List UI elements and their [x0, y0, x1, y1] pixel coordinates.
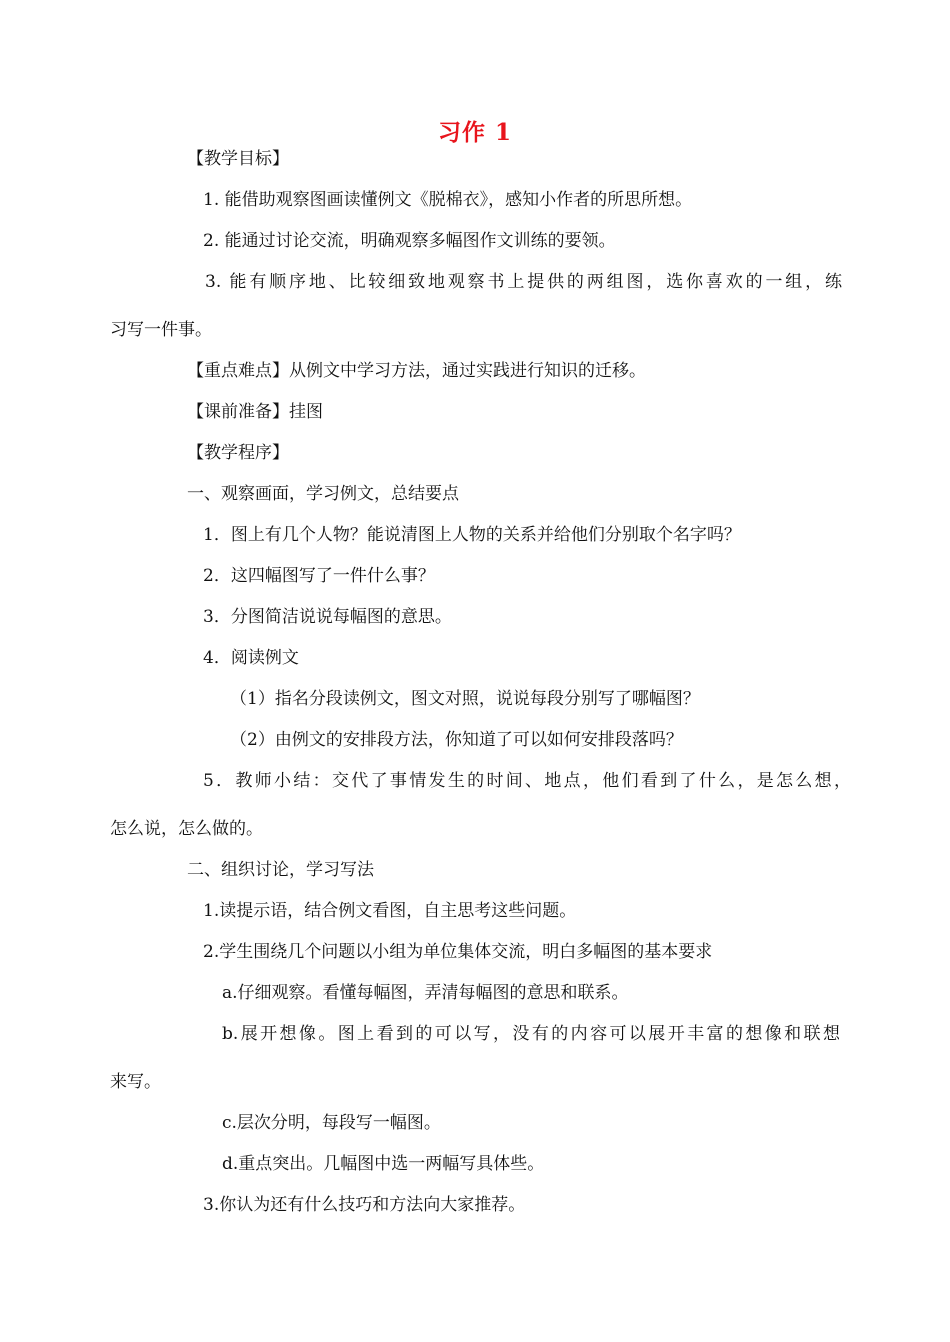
goal-3-line-2: 习写一件事。 — [110, 320, 212, 340]
section-1-item-3: 3．分图简洁说说每幅图的意思。 — [203, 607, 452, 627]
goals-header: 【教学目标】 — [187, 149, 289, 169]
section-2-item-2-a: a.仔细观察。看懂每幅图，弄清每幅图的意思和联系。 — [222, 983, 629, 1003]
section-2-item-2: 2.学生围绕几个问题以小组为单位集体交流，明白多幅图的基本要求 — [203, 942, 713, 962]
goal-1: 1. 能借助观察图画读懂例文《脱棉衣》，感知小作者的所思所想。 — [203, 190, 693, 210]
document-title: 习作 1 — [437, 119, 512, 146]
section-2-item-2-c: c.层次分明，每段写一幅图。 — [222, 1113, 441, 1133]
key-points: 【重点难点】从例文中学习方法，通过实践进行知识的迁移。 — [187, 361, 646, 381]
goal-2: 2. 能通过讨论交流，明确观察多幅图作文训练的要领。 — [203, 231, 616, 251]
section-1-heading: 一、观察画面，学习例文，总结要点 — [187, 484, 459, 504]
section-1-item-2: 2．这四幅图写了一件什么事？ — [203, 566, 435, 586]
procedure-header: 【教学程序】 — [187, 443, 289, 463]
goal-3-line-1: 3. 能有顺序地、比较细致地观察书上提供的两组图，选你喜欢的一组，练 — [205, 272, 842, 292]
section-1-item-4-sub-2: （2）由例文的安排段方法，你知道了可以如何安排段落吗？ — [230, 730, 683, 750]
section-2-item-2-d: d.重点突出。几幅图中选一两幅写具体些。 — [222, 1154, 545, 1174]
section-1-item-1: 1．图上有几个人物？能说清图上人物的关系并给他们分别取个名字吗？ — [203, 525, 741, 545]
preparation: 【课前准备】挂图 — [187, 402, 323, 422]
section-1-item-4-sub-1: （1）指名分段读例文，图文对照，说说每段分别写了哪幅图？ — [230, 689, 700, 709]
section-1-item-4: 4．阅读例文 — [203, 648, 299, 668]
section-2-item-2-b-line-2: 来写。 — [110, 1072, 161, 1092]
section-1-item-5-line-1: 5．教师小结：交代了事情发生的时间、地点，他们看到了什么，是怎么想， — [203, 771, 851, 791]
section-2-heading: 二、组织讨论，学习写法 — [187, 860, 374, 880]
section-1-item-5-line-2: 怎么说，怎么做的。 — [110, 819, 263, 839]
section-2-item-1: 1.读提示语，结合例文看图，自主思考这些问题。 — [203, 901, 577, 921]
section-2-item-3: 3.你认为还有什么技巧和方法向大家推荐。 — [203, 1195, 526, 1215]
section-2-item-2-b-line-1: b.展开想像。图上看到的可以写，没有的内容可以展开丰富的想像和联想 — [222, 1024, 840, 1044]
